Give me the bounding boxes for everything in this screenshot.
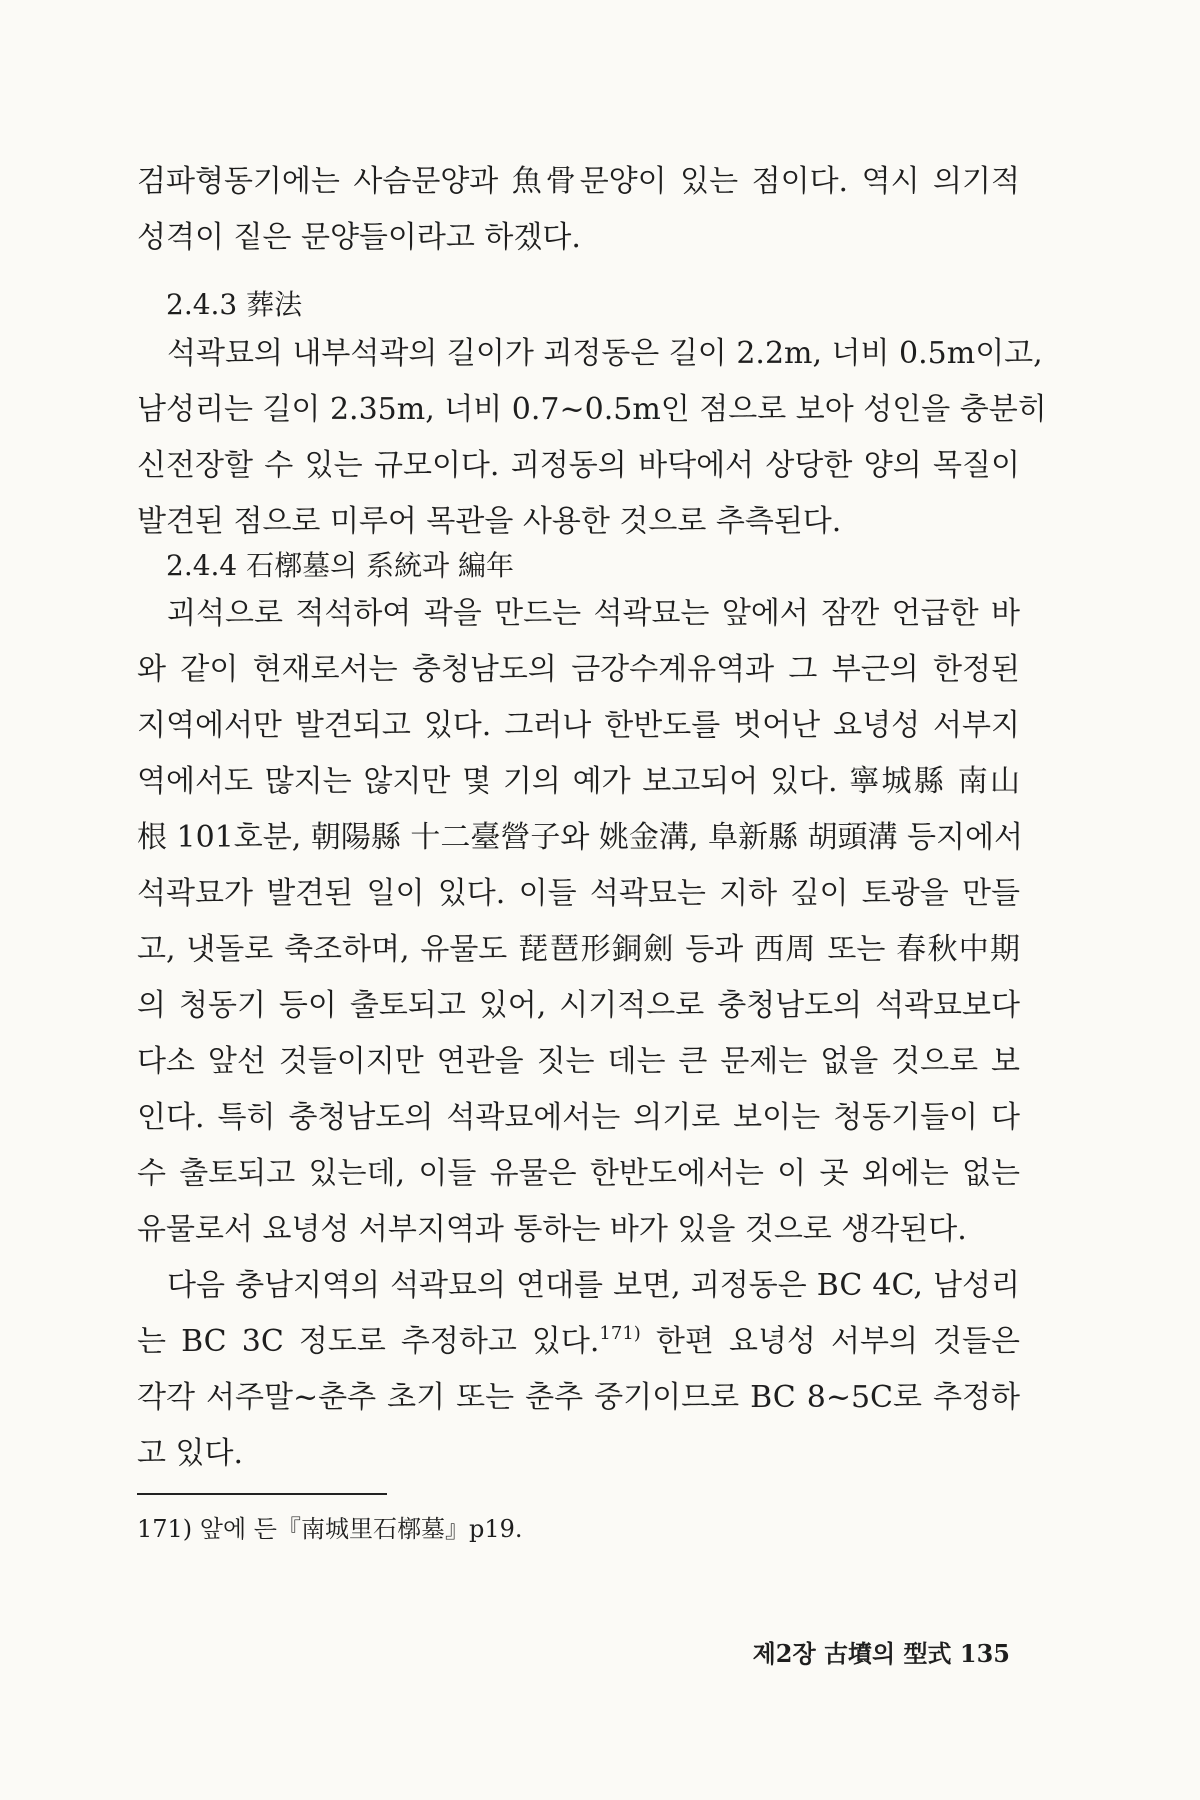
text-line — [137, 1314, 1020, 1370]
text-line: 다음 충남지역의 석곽묘의 연대를 보면, 괴정동은 BC 4C, 남성리 — [167, 1268, 1020, 1303]
section-2-4-3-paragraph — [137, 326, 1047, 550]
text-line: 신전장할 수 있는 규모이다. 괴정동의 바닥에서 상당한 양의 목질이 — [137, 448, 1020, 483]
text-line: 발견된 점으로 미루어 목관을 사용한 것으로 추측된다. — [137, 504, 842, 539]
text-line: 각각 서주말~춘추 초기 또는 춘추 중기이므로 BC 8~5C로 추정하 — [137, 1380, 1020, 1415]
section-heading-2-4-4: 2.4.4 石槨墓의 系統과 編年 — [166, 549, 515, 582]
text-line: 유물로서 요녕성 서부지역과 통하는 바가 있을 것으로 생각된다. — [137, 1212, 967, 1247]
text-line: 검파형동기에는 사슴문양과 魚骨문양이 있는 점이다. 역시 의기적 — [137, 164, 1020, 199]
text-line: 석곽묘의 내부석곽의 길이가 괴정동은 길이 2.2m, 너비 0.5m이고, — [167, 336, 1043, 371]
section-heading-2-4-3: 2.4.3 葬法 — [166, 288, 303, 321]
text-line: 와 같이 현재로서는 충청남도의 금강수계유역과 그 부근의 한정된 — [137, 652, 1020, 687]
text-line: 고, 냇돌로 축조하며, 유물도 琵琶形銅劍 등과 西周 또는 春秋中期 — [137, 932, 1020, 967]
text-line: 남성리는 길이 2.35m, 너비 0.7~0.5m인 점으로 보아 성인을 충분히 — [137, 392, 1047, 427]
text-line: 의 청동기 등이 출토되고 있어, 시기적으로 충청남도의 석곽묘보다 — [137, 988, 1020, 1023]
text-line: 인다. 특히 충청남도의 석곽묘에서는 의기로 보이는 청동기들이 다 — [137, 1100, 1020, 1135]
running-footer: 제2장 古墳의 型式 135 — [752, 1639, 1010, 1668]
text-line: 수 출토되고 있는데, 이들 유물은 한반도에서는 이 곳 외에는 없는 — [137, 1156, 1020, 1191]
text-line: 고 있다. — [137, 1436, 244, 1471]
footnote-divider — [137, 1493, 387, 1495]
text-line: 根 101호분, 朝陽縣 十二臺營子와 姚金溝, 阜新縣 胡頭溝 등지에서 — [137, 820, 1023, 855]
text-line: 성격이 짙은 문양들이라고 하겠다. — [137, 220, 581, 255]
footnote-171: 171) 앞에 든『南城里石槨墓』p19. — [137, 1515, 523, 1543]
text-line-segment: 한편 요녕성 서부의 것들은 — [640, 1324, 1020, 1359]
text-line-segment: 는 BC 3C 정도로 추정하고 있다. — [137, 1324, 600, 1359]
text-line: 역에서도 많지는 않지만 몇 기의 예가 보고되어 있다. 寧城縣 南山 — [137, 764, 1020, 799]
intro-paragraph — [137, 154, 1020, 266]
section-2-4-4-paragraph-2 — [137, 1258, 1020, 1482]
text-line: 지역에서만 발견되고 있다. 그러나 한반도를 벗어난 요녕성 서부지 — [137, 708, 1020, 743]
section-2-4-4-paragraph-1 — [137, 586, 1023, 1258]
text-line: 다소 앞선 것들이지만 연관을 짓는 데는 큰 문제는 없을 것으로 보 — [137, 1044, 1020, 1079]
text-line: 석곽묘가 발견된 일이 있다. 이들 석곽묘는 지하 깊이 토광을 만들 — [137, 876, 1020, 911]
text-line: 괴석으로 적석하여 곽을 만드는 석곽묘는 앞에서 잠깐 언급한 바 — [167, 596, 1020, 631]
footnote-reference[interactable]: 171) — [599, 1323, 641, 1344]
